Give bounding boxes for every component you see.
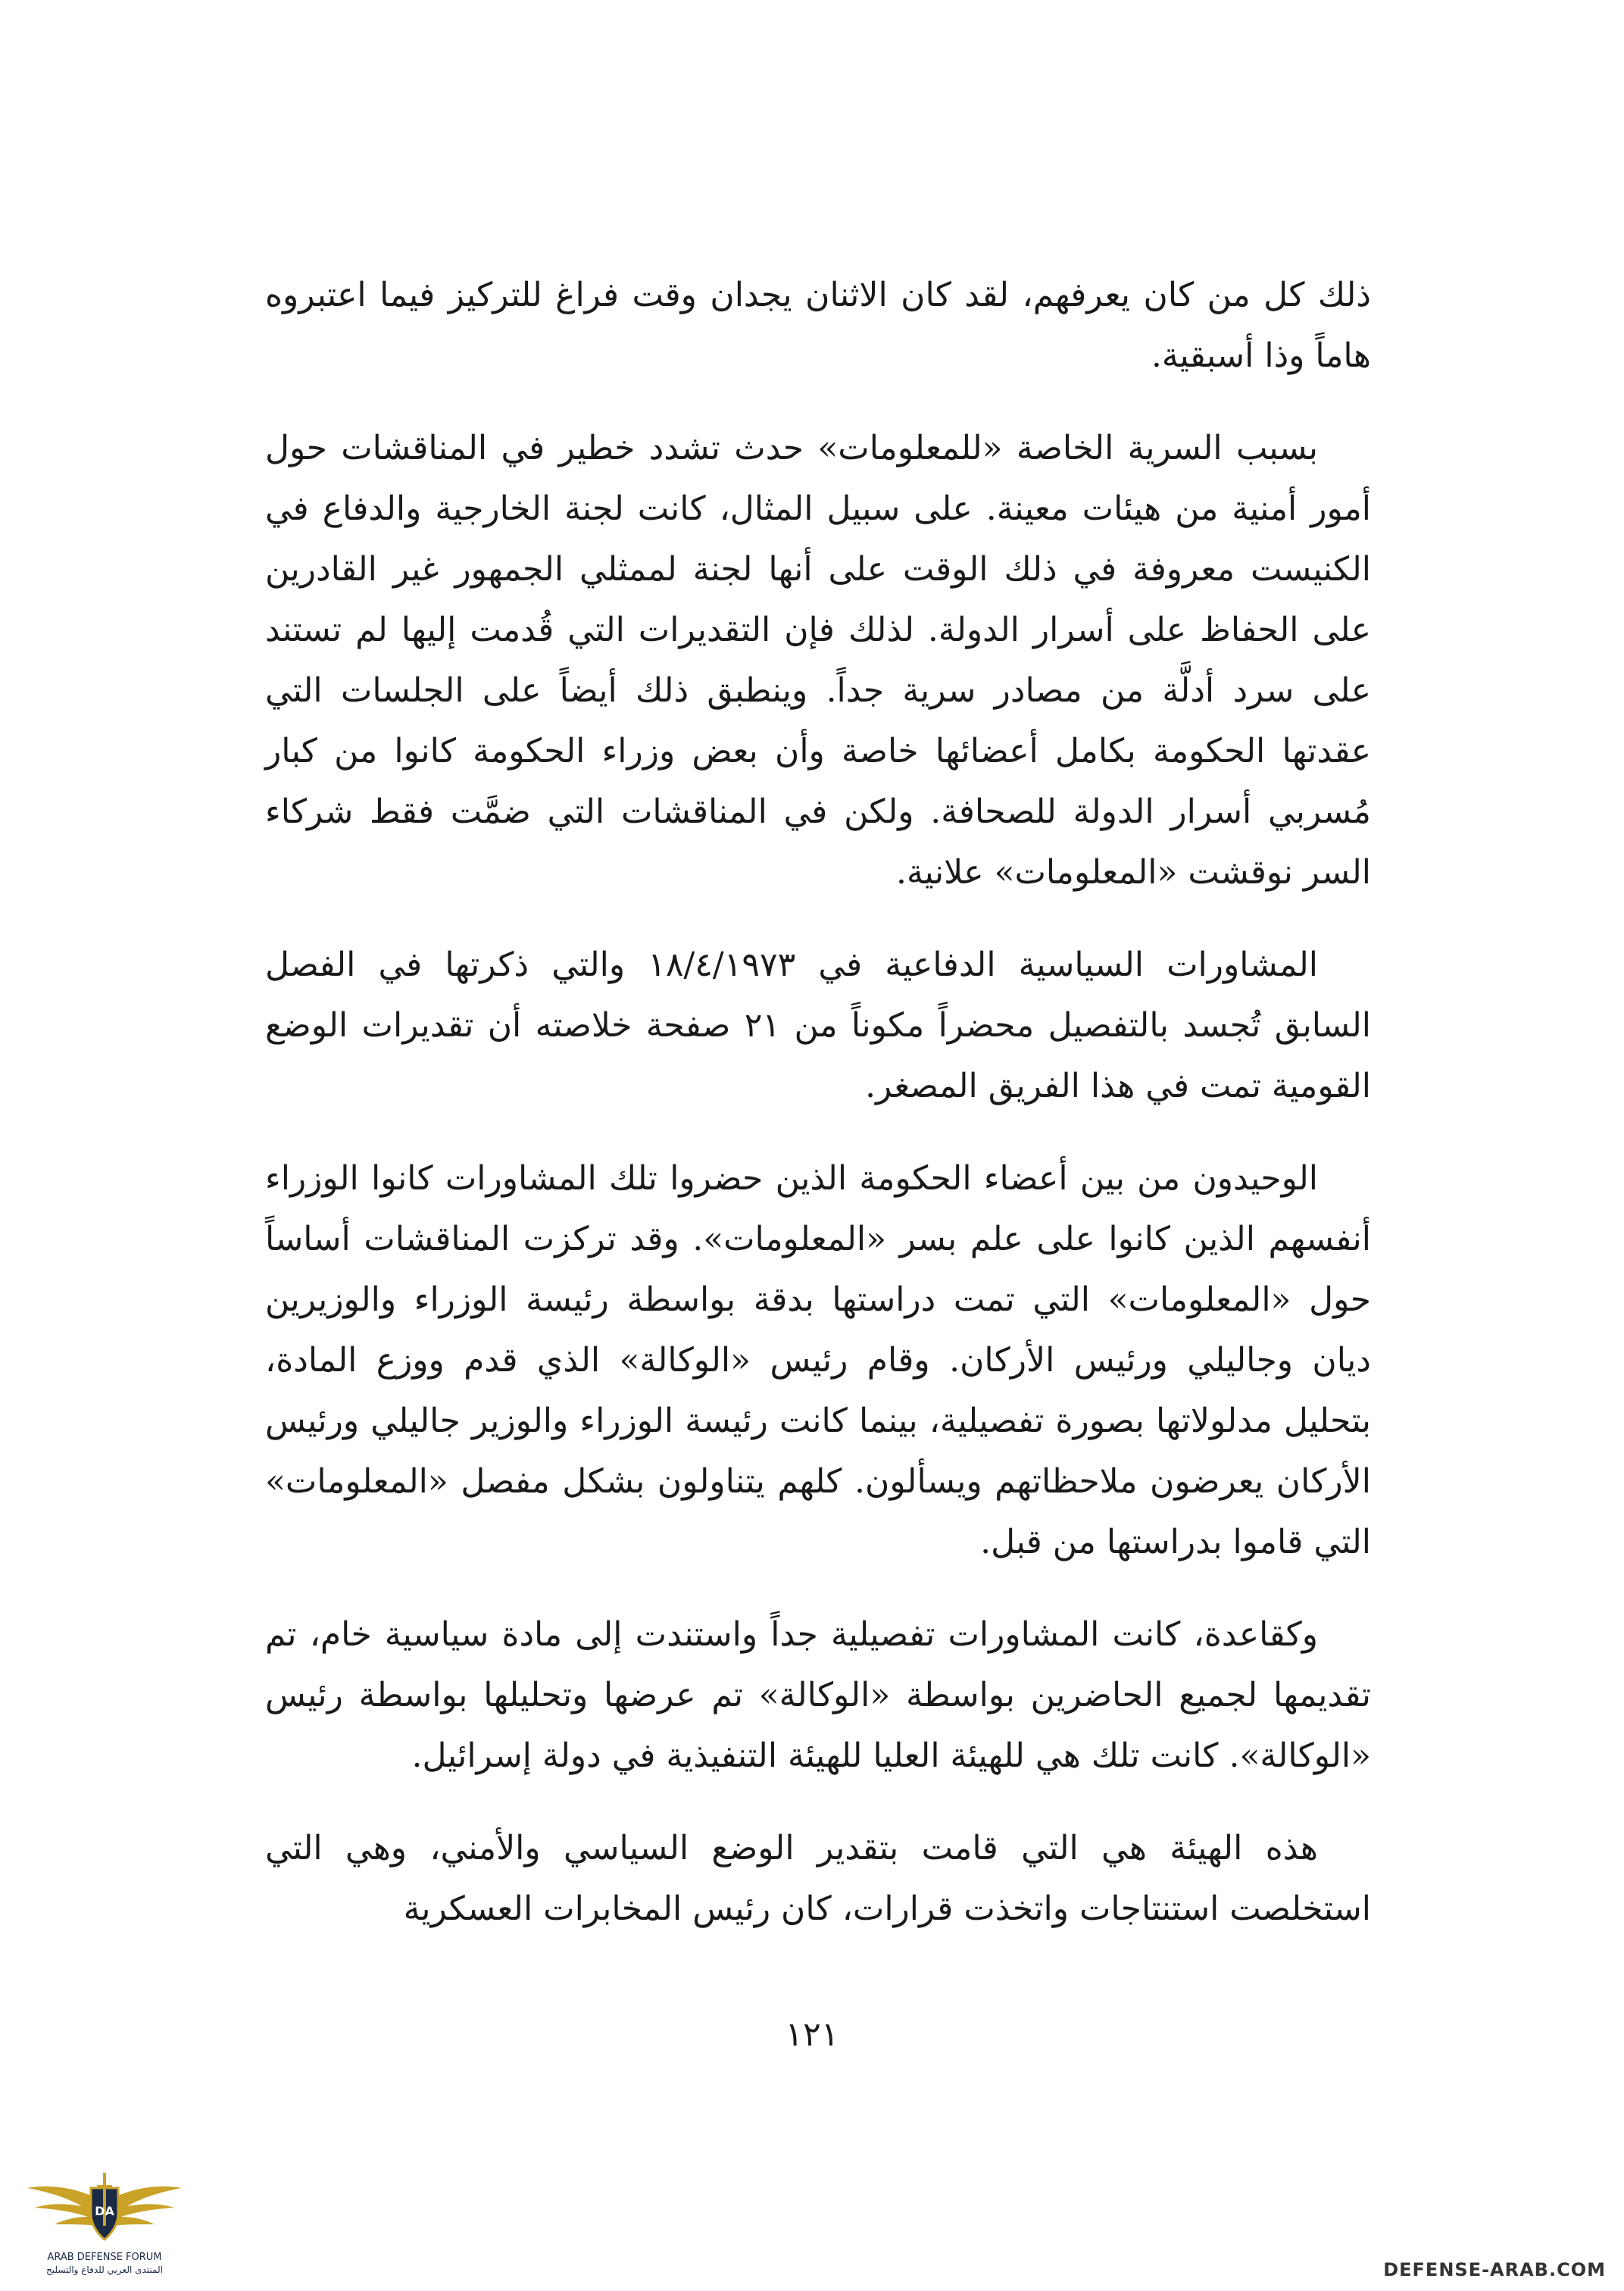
paragraph-1: ذلك كل من كان يعرفهم، لقد كان الاثنان يجدان وقت فراغ للتركيز فيما اعتبروه هاماً وذا أسبقية. bbox=[265, 276, 1371, 375]
page-body bbox=[265, 265, 1371, 1971]
site-watermark: DEFENSE-ARAB.COM bbox=[1383, 2259, 1606, 2280]
winged-shield-icon bbox=[21, 2167, 188, 2252]
paragraph-2: بسبب السرية الخاصة «للمعلومات» حدث تشدد خطير في المناقشات حول أمور أمنية من هيئات معينة. على سبيل المثال، كانت لجنة الخارجية والدفاع في الكنيست معروفة في ذلك الوقت على أنها لجنة لممثلي الجمهور غير القادرين على الحفاظ على أسرار الدولة. لذلك فإن التقديرات التي قُدمت إليها لم تستند على سرد أدلَّة من مصادر سرية جداً. وينطبق ذلك أيضاً على الجلسات التي عقدتها الحكومة بكامل أعضائها خاصة وأن بعض وزراء الحكومة كانوا من كبار مُسربي أسرار الدولة للصحافة. ولكن في المناقشات التي ضمَّت فقط شركاء السر نوقشت «المعلومات» علانية. bbox=[265, 429, 1372, 892]
paragraph-5: وكقاعدة، كانت المشاورات تفصيلية جداً واستندت إلى مادة سياسية خام، تم تقديمها لجميع الحاضرين بواسطة «الوكالة» تم عرضها وتحليلها بواسطة رئيس «الوكالة». كانت تلك هي للهيئة العليا للهيئة التنفيذية في دولة إسرائيل. bbox=[265, 1615, 1371, 1775]
paragraph-3: المشاورات السياسية الدفاعية في ١٨/٤/١٩٧٣ والتي ذكرتها في الفصل السابق تُجسد بالتفصيل محضراً مكوناً من ٢١ صفحة خلاصته أن تقديرات الوضع القومية تمت في هذا الفريق المصغر. bbox=[265, 945, 1372, 1105]
paragraph-6: هذه الهيئة هي التي قامت بتقدير الوضع السياسي والأمني، وهي التي استخلصت استنتاجات واتخذت قرارات، كان رئيس المخابرات العسكرية bbox=[265, 1829, 1371, 1928]
logo-caption-en: ARAB DEFENSE FORUM bbox=[47, 2252, 162, 2263]
paragraph-4: الوحيدون من بين أعضاء الحكومة الذين حضروا تلك المشاورات كانوا الوزراء أنفسهم الذين كانوا على علم بسر «المعلومات». وقد تركزت المناقشات أساساً حول «المعلومات» التي تمت دراستها بدقة بواسطة رئيسة الوزراء والوزيرين ديان وجاليلي ورئيس الأركان. وقام رئيس «الوكالة» الذي قدم ووزع المادة، بتحليل مدلولاتها بصورة تفصيلية، بينما كانت رئيسة الوزراء والوزير جاليلي ورئيس الأركان يعرضون ملاحظاتهم ويسألون. كلهم يتناولون بشكل مفصل «المعلومات» التي قاموا بدراستها من قبل. bbox=[265, 1159, 1371, 1561]
logo-initials: DA bbox=[95, 2204, 114, 2218]
forum-logo bbox=[21, 2167, 188, 2280]
logo-caption-ar: المنتدى العربي للدفاع والتسليح bbox=[46, 2264, 163, 2275]
page-number: ١٢١ bbox=[785, 2015, 839, 2054]
